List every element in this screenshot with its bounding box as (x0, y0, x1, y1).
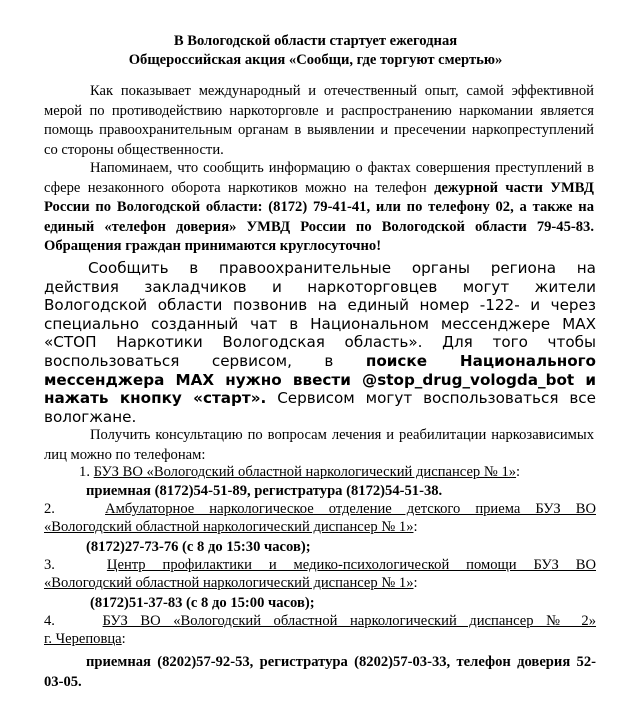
contact-2-org-line-1: 2. Амбулаторное наркологическое отделение детского приема БУЗ ВО (44, 501, 596, 517)
messenger-paragraph (44, 259, 596, 426)
contact-3-org-line-2: «Вологодский областной наркологический диспансер № 1»: (44, 575, 418, 591)
contact-3-org-line-1: 3. Центр профилактики и медико-психологической помощи БУЗ ВО (44, 557, 596, 573)
reminder-paragraph (44, 159, 594, 257)
contact-2-phones: (8172)27-73-76 (с 8 до 15:30 часов); (86, 539, 311, 555)
intro-text: Как показывает международный и отечественный опыт, самой эффективной мерой по противодействию наркоторговле и распространению наркомании является помощь правоохранительным органам в выявлении и пресечении наркопреступлений со стороны общественности. (44, 83, 594, 158)
contact-1-phones: приемная (8172)54-51-89, регистратура (8172)54-51-38. (86, 483, 443, 499)
intro-paragraph (44, 82, 594, 160)
contact-3-number: 3. (44, 557, 55, 573)
contact-1-org: 1. БУЗ ВО «Вологодский областной наркологический диспансер № 1»: (44, 463, 596, 482)
messenger-text-end: Сервисом могут воспользоваться все вологжане. (44, 389, 596, 426)
messenger-instructions: поиске Национального мессенджера MAX нужно ввести @stop_drug_vologda_bot и нажать кнопку «старт». (44, 351, 596, 408)
hotline-text: дежурной части УМВД России по Вологодской области: (8172) 79-41-41, или по телефону 02, а также на единый «телефон доверия» УМВД России по Вологодской области 79-45-83. Обращения граждан принимаются круглосуточно! (44, 179, 594, 254)
consult-text: Получить консультацию по вопросам лечения и реабилитации наркозависимых лиц можно по телефонам: (44, 427, 594, 463)
contact-4-org-line-1: 4. БУЗ ВО «Вологодский областной наркологический диспансер № 2» (44, 613, 597, 629)
document-title-line-2: Общероссийская акция «Сообщи, где торгуют смертью» (128, 52, 503, 68)
contact-4-number: 4. (44, 613, 55, 629)
consult-paragraph (44, 426, 594, 465)
contact-4-phones: приемная (8202)57-92-53, регистратура (8202)57-03-33, телефон доверия 52-03-05. (44, 654, 596, 690)
messenger-text: Сообщить в правоохранительные органы региона на действия закладчиков и наркоторговцев могут жители Вологодской области позвонив на единый номер -122- и через специально созданный чат в Национальном мессенджере MAX «СТОП Наркотики Вологодская область». Для того чтобы воспользоваться сервисом, в (44, 259, 596, 370)
contact-2-number: 2. (44, 501, 55, 517)
reminder-text: Напоминаем, что сообщить информацию о фактах совершения преступлений в сфере незаконного оборота наркотиков можно на телефон (44, 160, 594, 196)
contact-4-org-line-2: г. Череповца: (44, 631, 126, 647)
contact-1-org-name: БУЗ ВО «Вологодский областной наркологический диспансер № 1» (93, 464, 517, 480)
document-title-line-1: В Вологодской области стартует ежегодная (173, 33, 458, 49)
contact-3-phones: (8172)51-37-83 (с 8 до 15:00 часов); (90, 595, 315, 611)
contact-2-org-line-2: «Вологодский областной наркологический диспансер № 1»: (44, 519, 418, 535)
contact-1-number: 1. (79, 464, 90, 480)
